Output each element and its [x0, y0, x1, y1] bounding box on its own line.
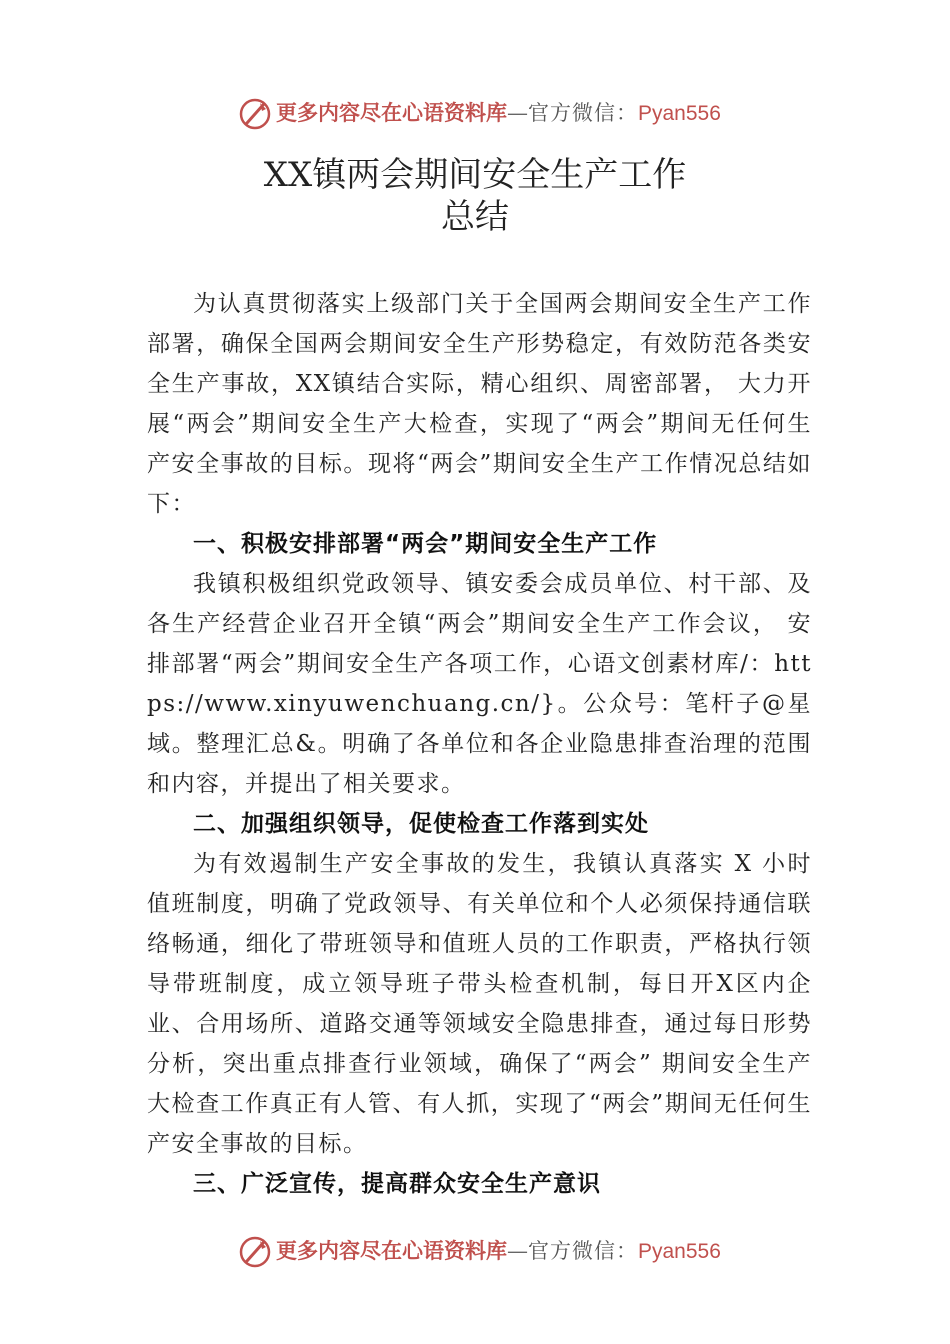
intro-paragraph: 为认真贯彻落实上级部门关于全国两会期间安全生产工作部署，确保全国两会期间安全生产形势稳定，有效防范各类安全生产事故，XX镇结合实际，精心组织、周密部署， 大力开展“两会”期间安全生产大检查，实现了“两会”期间无任何生产安全事故的目标。现将“两会”期间安全生产工作情况总结如下：	[147, 291, 812, 517]
footer-dash: —	[507, 1239, 528, 1263]
footer-library-text: 更多内容尽在心语资料库	[276, 1238, 507, 1263]
document-title-line1: XX镇两会期间安全生产工作	[263, 155, 687, 195]
section3-heading: 三、广泛宣传，提高群众安全生产意识	[193, 1171, 601, 1197]
footer-wechat-id: Pyan556	[638, 1240, 721, 1263]
footer-official-label: 官方微信：	[528, 1239, 638, 1263]
header-wechat-id: Pyan556	[638, 102, 721, 125]
footer-banner-text	[276, 1237, 721, 1266]
section2-heading: 二、加强组织领导，促使检查工作落到实处	[193, 811, 649, 837]
header-library-text: 更多内容尽在心语资料库	[276, 100, 507, 125]
header-banner-text	[276, 99, 721, 128]
footer-banner	[0, 1232, 950, 1272]
section1-heading: 一、积极安排部署“两会”期间安全生产工作	[193, 531, 658, 557]
header-dash: —	[507, 101, 528, 125]
header-banner	[0, 94, 950, 134]
pen-logo-icon	[238, 1235, 272, 1269]
document-title-line2: 总结	[441, 197, 509, 237]
section1-paragraph: 我镇积极组织党政领导、镇安委会成员单位、村干部、及各生产经营企业召开全镇“两会”期间安全生产工作会议， 安排部署“两会”期间安全生产各项工作，心语文创素材库/：https://www.xinyuwenchuang.cn/}。公众号：笔杆子@星域。整理汇总&。明确了各单位和各企业隐患排查治理的范围和内容，并提出了相关要求。	[147, 571, 812, 797]
document-body	[147, 284, 812, 1204]
pen-logo-icon	[238, 97, 272, 131]
section2-paragraph: 为有效遏制生产安全事故的发生，我镇认真落实 X 小时值班制度，明确了党政领导、有关单位和个人必须保持通信联络畅通，细化了带班领导和值班人员的工作职责，严格执行领导带班制度，成立领导班子带头检查机制，每日开X区内企业、合用场所、道路交通等领域安全隐患排查，通过每日形势分析，突出重点排查行业领域，确保了“两会” 期间安全生产大检查工作真正有人管、有人抓，实现了“两会”期间无任何生产安全事故的目标。	[147, 851, 812, 1157]
header-official-label: 官方微信：	[528, 101, 638, 125]
